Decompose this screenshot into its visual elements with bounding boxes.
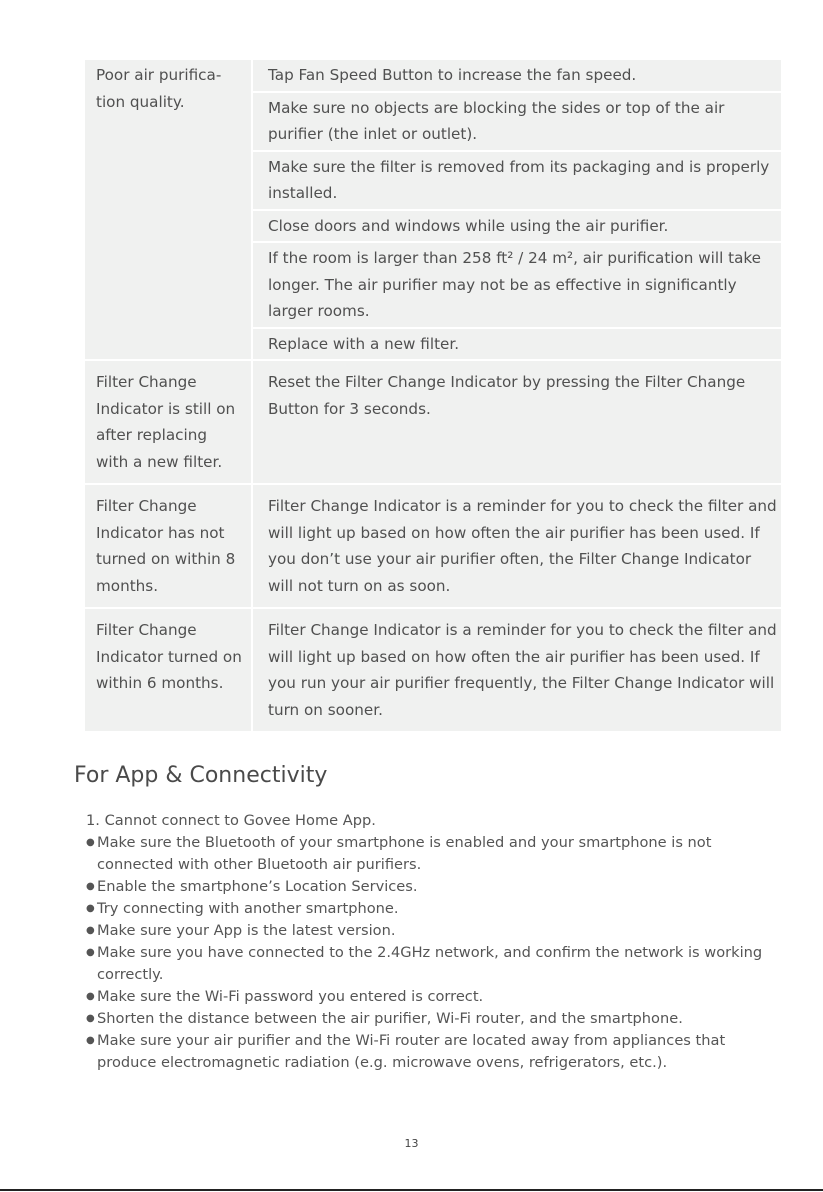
bullet-icon: ●: [86, 837, 95, 848]
list-item: [86, 1030, 766, 1074]
solution-item: Replace with a new filter.: [253, 329, 781, 360]
list-item-text: Shorten the distance between the air purifier, Wi-Fi router, and the smartphone.: [97, 1010, 683, 1027]
issue-cell: Poor air purifica- tion quality.: [85, 60, 251, 359]
list-item: [86, 832, 766, 876]
solution-item: Make sure no objects are blocking the sides or top of the air purifier (the inlet or outlet).: [253, 93, 781, 152]
bullet-icon: ●: [86, 991, 95, 1002]
connectivity-section: [86, 810, 766, 1074]
section-heading: For App & Connectivity: [74, 763, 328, 788]
question-text: 1. Cannot connect to Govee Home App.: [86, 812, 376, 829]
list-item-text: Try connecting with another smartphone.: [97, 900, 399, 917]
bullet-icon: ●: [86, 903, 95, 914]
solutions-cell: [253, 60, 781, 359]
bullet-icon: ●: [86, 1035, 95, 1046]
list-item: [86, 986, 766, 1008]
table-row: [85, 361, 781, 485]
solutions-cell: [253, 609, 781, 731]
solutions-cell: [253, 361, 781, 483]
bullet-icon: ●: [86, 925, 95, 936]
issue-cell: Filter Change Indicator turned on within 6 months.: [85, 609, 251, 731]
list-item-text: Make sure your air purifier and the Wi-Fi router are located away from appliances that produce electromagnetic radiation (e.g. microwave ovens, refrigerators, etc.).: [97, 1032, 726, 1071]
list-item: [86, 942, 766, 986]
list-item: [86, 1008, 766, 1030]
list-item: [86, 898, 766, 920]
troubleshooting-table: [85, 60, 781, 731]
issue-cell: Filter Change Indicator has not turned on within 8 months.: [85, 485, 251, 607]
list-item-text: Make sure the Wi-Fi password you entered is correct.: [97, 988, 484, 1005]
list-item-text: Enable the smartphone’s Location Services.: [97, 878, 418, 895]
solution-item: Tap Fan Speed Button to increase the fan speed.: [253, 60, 781, 93]
solution-item: If the room is larger than 258 ft² / 24 m², air purification will take longer. The air purifier may not be as effective in significantly larger rooms.: [253, 243, 781, 329]
solution-item: Reset the Filter Change Indicator by pressing the Filter Change Button for 3 seconds.: [253, 361, 781, 483]
solution-item: Close doors and windows while using the air purifier.: [253, 211, 781, 244]
issue-cell: Filter Change Indicator is still on after replacing with a new filter.: [85, 361, 251, 483]
list-item: [86, 920, 766, 942]
solution-item: Make sure the filter is removed from its packaging and is properly installed.: [253, 152, 781, 211]
bullet-icon: ●: [86, 881, 95, 892]
list-item-text: Make sure your App is the latest version.: [97, 922, 396, 939]
solutions-cell: [253, 485, 781, 607]
table-row: [85, 609, 781, 731]
list-item-text: Make sure you have connected to the 2.4GHz network, and confirm the network is working correctly.: [97, 944, 763, 983]
solution-item: Filter Change Indicator is a reminder for you to check the filter and will light up based on how often the air purifier has been used. If you don’t use your air purifier often, the Filter Change Indicator will not turn on as soon.: [253, 485, 781, 607]
page-number: 13: [404, 1137, 419, 1150]
bullet-icon: ●: [86, 947, 95, 958]
bullet-icon: ●: [86, 1013, 95, 1024]
list-item: [86, 876, 766, 898]
page-bottom-rule: [0, 1189, 823, 1191]
list-item-text: Make sure the Bluetooth of your smartphone is enabled and your smartphone is not connected with other Bluetooth air purifiers.: [97, 834, 712, 873]
table-row: [85, 60, 781, 361]
solution-item: Filter Change Indicator is a reminder for you to check the filter and will light up based on how often the air purifier has been used. If you run your air purifier frequently, the Filter Change Indicator will turn on sooner.: [253, 609, 781, 731]
table-row: [85, 485, 781, 609]
